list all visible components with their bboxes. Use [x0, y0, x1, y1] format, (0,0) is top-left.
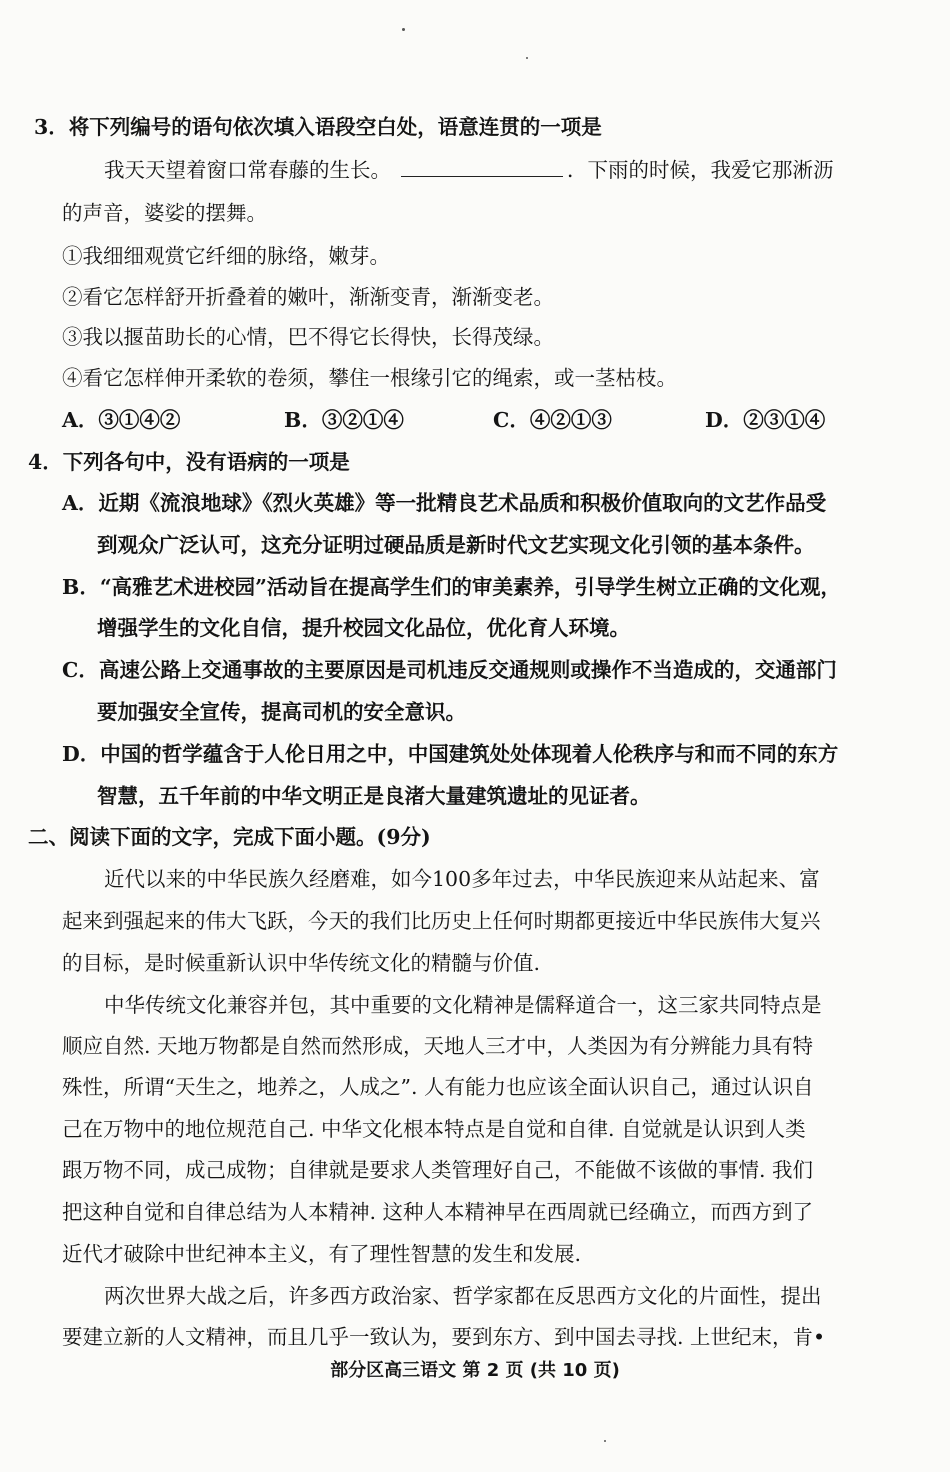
q4-option-a-line-1: A．近期《流浪地球》《烈火英雄》等一批精良艺术品质和积极价值取向的文艺作品受	[62, 491, 827, 515]
scan-speck	[526, 57, 528, 59]
q3-stem: 3．将下列编号的语句依次填入语段空白处，语意连贯的一项是	[34, 115, 602, 139]
scan-speck	[402, 28, 405, 31]
q4-option-a-line-2: 到观众广泛认可，这充分证明过硬品质是新时代文艺实现文化引领的基本条件。	[97, 533, 815, 557]
q3-passage-b: ．下雨的时候，我爱它那淅沥	[567, 158, 834, 182]
q3-sentence-4: ④看它怎样伸开柔软的卷须，攀住一根缘引它的绳索，或一茎枯枝。	[62, 366, 677, 390]
reading-p1-line-2: 起来到强起来的伟大飞跃，今天的我们比历史上任何时期都更接近中华民族伟大复兴	[62, 909, 821, 933]
fill-blank	[401, 158, 563, 177]
reading-p2-line-2: 顺应自然. 天地万物都是自然而然形成，天地人三才中，人类因为有分辨能力具有特	[62, 1034, 814, 1058]
q3-option-a: A．③①④②	[62, 408, 181, 432]
page-footer: 部分区高三语文 第 2 页 (共 10 页)	[330, 1360, 620, 1381]
q4-option-b-line-2: 增强学生的文化自信，提升校园文化品位，优化育人环境。	[97, 616, 630, 640]
reading-p3-line-2: 要建立新的人文精神，而且几乎一致认为，要到东方、到中国去寻找. 上世纪末，肯•	[62, 1325, 826, 1349]
q4-option-c-line-1: C．高速公路上交通事故的主要原因是司机违反交通规则或操作不当造成的，交通部门	[62, 658, 837, 682]
reading-p2-line-7: 近代才破除中世纪神本主义，有了理性智慧的发生和发展.	[62, 1242, 582, 1266]
reading-p2-line-6: 把这种自觉和自律总结为人本精神. 这种人本精神早在西周就已经确立，而西方到了	[62, 1200, 814, 1224]
q4-option-d-line-2: 智慧，五千年前的中华文明正是良渚大量建筑遗址的见证者。	[97, 784, 651, 808]
q4-stem: 4．下列各句中，没有语病的一项是	[28, 450, 350, 474]
reading-p1-line-1: 近代以来的中华民族久经磨难，如今100多年过去，中华民族迎来从站起来、富	[104, 867, 820, 891]
q3-passage-a: 我天天望着窗口常春藤的生长。	[104, 158, 391, 182]
section-2-heading: 二、阅读下面的文字，完成下面小题。(9分)	[28, 825, 431, 849]
q3-sentence-2: ②看它怎样舒开折叠着的嫩叶，渐渐变青，渐渐变老。	[62, 285, 554, 309]
q3-passage-line-2: 的声音，婆娑的摆舞。	[62, 201, 267, 225]
q3-passage-line-1	[104, 157, 834, 183]
q3-sentence-1: ①我细细观赏它纤细的脉络，嫩芽。	[62, 244, 390, 268]
q3-option-c: C．④②①③	[493, 408, 612, 432]
scan-speck	[604, 1440, 606, 1442]
reading-p3-line-1: 两次世界大战之后，许多西方政治家、哲学家都在反思西方文化的片面性，提出	[104, 1284, 822, 1308]
q4-option-d-line-1: D．中国的哲学蕴含于人伦日用之中，中国建筑处处体现着人伦秩序与和而不同的东方	[62, 742, 839, 766]
reading-p2-line-1: 中华传统文化兼容并包，其中重要的文化精神是儒释道合一，这三家共同特点是	[104, 993, 822, 1017]
q3-option-d: D．②③①④	[705, 408, 826, 432]
reading-p2-line-5: 跟万物不同，成己成物；自律就是要求人类管理好自己，不能做不该做的事情. 我们	[62, 1158, 814, 1182]
q4-option-b-line-1: B．“高雅艺术进校园”活动旨在提高学生们的审美素养，引导学生树立正确的文化观，	[62, 575, 841, 599]
reading-p2-line-4: 己在万物中的地位规范自己. 中华文化根本特点是自觉和自律. 自觉就是认识到人类	[62, 1117, 806, 1141]
q3-option-b: B．③②①④	[284, 408, 404, 432]
reading-p2-line-3: 殊性，所谓“天生之，地养之，人成之”. 人有能力也应该全面认识自己，通过认识自	[62, 1075, 814, 1099]
reading-p1-line-3: 的目标，是时候重新认识中华传统文化的精髓与价值.	[62, 951, 541, 975]
q4-option-c-line-2: 要加强安全宣传，提高司机的安全意识。	[97, 700, 466, 724]
q3-sentence-3: ③我以揠苗助长的心情，巴不得它长得快，长得茂绿。	[62, 325, 554, 349]
